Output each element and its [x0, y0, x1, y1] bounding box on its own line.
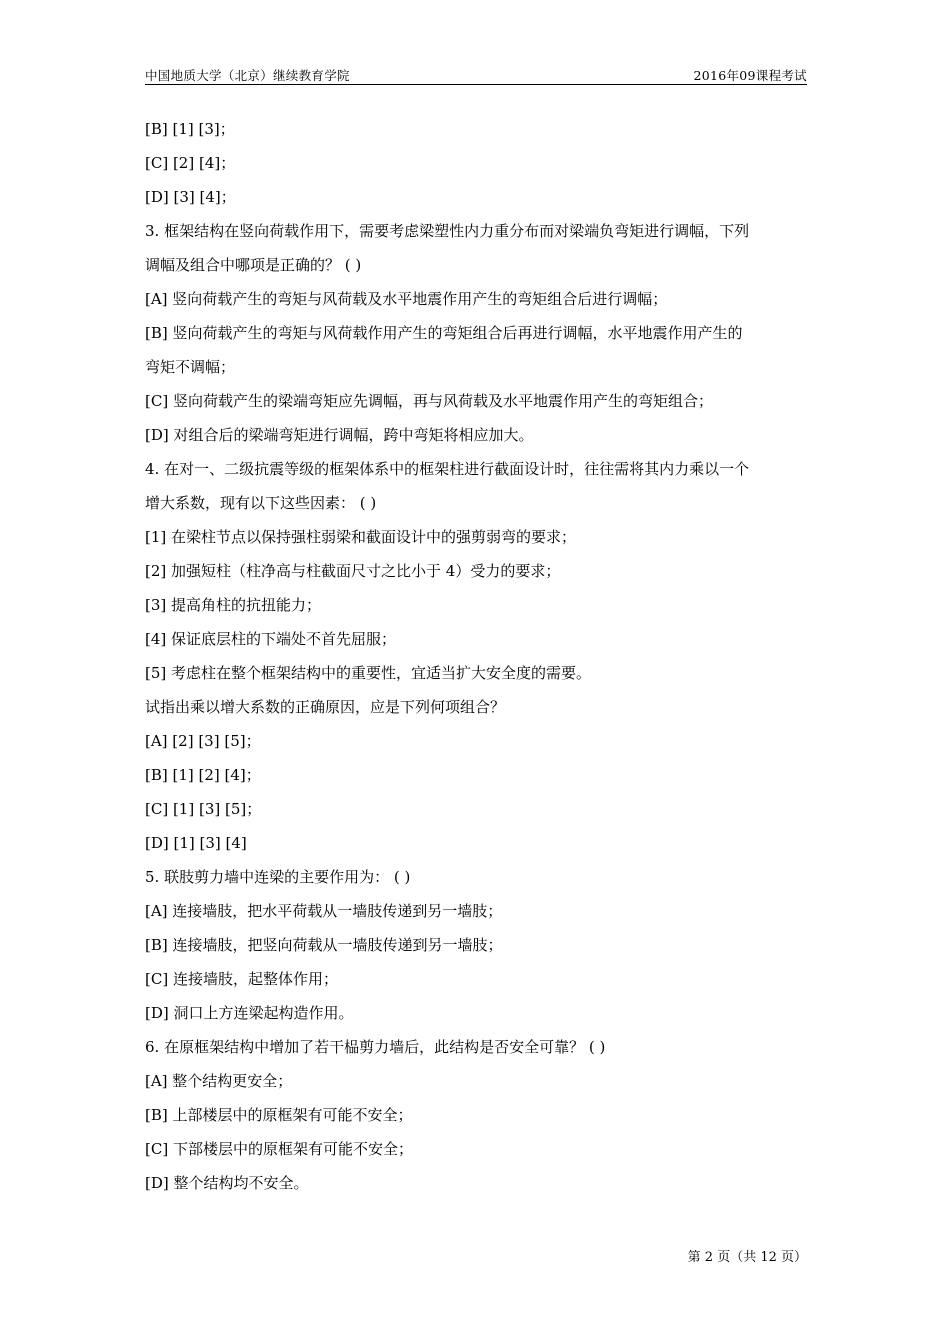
question-3-stem-cont: 调幅及组合中哪项是正确的？ ( )	[145, 256, 362, 274]
question-4-stem-cont: 增大系数，现有以下这些因素： ( )	[145, 494, 377, 512]
page-number: 第 2 页（共 12 页）	[687, 1250, 807, 1265]
question-6-option-c: [C] 下部楼层中的原框架有可能不安全；	[145, 1140, 413, 1158]
question-4-option-c: [C] [1] [3] [5]；	[145, 800, 262, 818]
question-3-option-b: [B] 竖向荷载产生的弯矩与风荷载作用产生的弯矩组合后再进行调幅，水平地震作用产生的	[145, 324, 743, 342]
question-4-factor-4: [4] 保证底层柱的下端处不首先屈服；	[145, 630, 397, 648]
question-4-prompt: 试指出乘以增大系数的正确原因，应是下列何项组合？	[145, 698, 506, 716]
question-4-stem: 4. 在对一、二级抗震等级的框架体系中的框架柱进行截面设计时，往往需将其内力乘以一个	[145, 460, 750, 478]
question-5-stem: 5. 联肢剪力墙中连梁的主要作用为： ( )	[145, 868, 411, 886]
page-header	[145, 66, 807, 85]
question-4-factor-3: [3] 提高角柱的抗扭能力；	[145, 596, 322, 614]
exam-content	[145, 112, 807, 1200]
question-6-stem: 6. 在原框架结构中增加了若干榀剪力墙后，此结构是否安全可靠？ ( )	[145, 1038, 606, 1056]
question-4-factor-2: [2] 加强短柱（柱净高与柱截面尺寸之比小于 4）受力的要求；	[145, 562, 561, 580]
text-line: [C] [2] [4]；	[145, 154, 236, 172]
header-institution: 中国地质大学（北京）继续教育学院	[145, 68, 350, 83]
question-6-option-d: [D] 整个结构均不安全。	[145, 1174, 309, 1192]
header-exam-title: 2016年09课程考试	[693, 68, 807, 83]
question-3-option-c: [C] 竖向荷载产生的梁端弯矩应先调幅，再与风荷载及水平地震作用产生的弯矩组合；	[145, 392, 713, 410]
question-4-factor-1: [1] 在梁柱节点以保持强柱弱梁和截面设计中的强剪弱弯的要求；	[145, 528, 577, 546]
question-3-option-b-cont: 弯矩不调幅；	[145, 358, 236, 376]
question-4-factor-5: [5] 考虑柱在整个框架结构中的重要性，宜适当扩大安全度的需要。	[145, 664, 592, 682]
question-6-option-a: [A] 整个结构更安全；	[145, 1072, 293, 1090]
question-6-option-b: [B] 上部楼层中的原框架有可能不安全；	[145, 1106, 413, 1124]
question-4-option-a: [A] [2] [3] [5]；	[145, 732, 261, 750]
question-5-option-c: [C] 连接墙肢，起整体作用；	[145, 970, 338, 988]
question-4-option-d: [D] [1] [3] [4]	[145, 834, 247, 852]
question-5-option-b: [B] 连接墙肢，把竖向荷载从一墙肢传递到另一墙肢；	[145, 936, 503, 954]
text-line: [B] [1] [3]；	[145, 120, 235, 138]
question-4-option-b: [B] [1] [2] [4]；	[145, 766, 261, 784]
question-3-stem: 3. 框架结构在竖向荷载作用下，需要考虑梁塑性内力重分布而对梁端负弯矩进行调幅，下列	[145, 222, 750, 240]
text-line: [D] [3] [4]；	[145, 188, 236, 206]
question-3-option-a: [A] 竖向荷载产生的弯矩与风荷载及水平地震作用产生的弯矩组合后进行调幅；	[145, 290, 668, 308]
question-5-option-a: [A] 连接墙肢，把水平荷载从一墙肢传递到另一墙肢；	[145, 902, 503, 920]
question-5-option-d: [D] 洞口上方连梁起构造作用。	[145, 1004, 354, 1022]
question-3-option-d: [D] 对组合后的梁端弯矩进行调幅，跨中弯矩将相应加大。	[145, 426, 534, 444]
